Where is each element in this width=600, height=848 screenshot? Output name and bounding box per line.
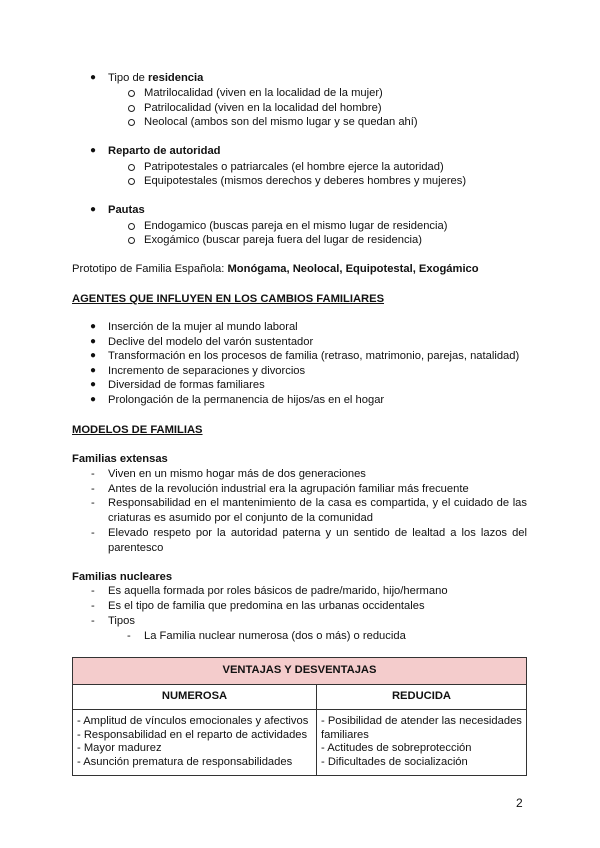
circle-bullet-icon	[128, 105, 135, 112]
circle-bullet-icon	[128, 119, 135, 126]
prototipo-value: Monógama, Neolocal, Equipotestal, Exogámico	[227, 263, 479, 275]
prototipo-line	[72, 262, 479, 276]
reducida-cell	[317, 710, 527, 776]
numerosa-cell	[73, 710, 317, 776]
circle-bullet-icon	[128, 237, 135, 244]
autoridad-item: Patripotestales o patriarcales (el hombre ejerce la autoridad)	[144, 161, 444, 173]
circle-bullet-icon	[128, 178, 135, 185]
agentes-item: Diversidad de formas familiares	[108, 379, 265, 391]
circle-bullet-icon	[128, 164, 135, 171]
dash-bullet-icon: -	[127, 630, 131, 642]
bullet-icon: ●	[90, 365, 97, 376]
bullet-icon: ●	[90, 145, 97, 156]
nucleares-item: Tipos	[108, 615, 135, 627]
bullet-icon: ●	[90, 72, 97, 83]
extensas-title: Familias extensas	[72, 453, 168, 465]
dash-bullet-icon: -	[91, 585, 95, 597]
agentes-item: Transformación en los procesos de familia (retraso, matrimonio, parejas, natalidad)	[108, 350, 520, 362]
residencia-prefix: Tipo de	[108, 72, 149, 84]
bullet-icon: ●	[90, 336, 97, 347]
nucleares-title: Familias nucleares	[72, 571, 173, 583]
agentes-item: Declive del modelo del varón sustentador	[108, 336, 314, 348]
table-title: VENTAJAS Y DESVENTAJAS	[73, 658, 527, 685]
agentes-item: Inserción de la mujer al mundo laboral	[108, 321, 298, 333]
bullet-icon: ●	[90, 204, 97, 215]
table-line: - Responsabilidad en el reparto de actividades	[77, 728, 308, 741]
residencia-title	[108, 71, 203, 85]
bullet-icon: ●	[90, 350, 97, 361]
table-line: - Dificultades de socialización	[321, 755, 468, 768]
dash-bullet-icon: -	[91, 483, 95, 495]
agentes-heading: AGENTES QUE INFLUYEN EN LOS CAMBIOS FAMILIARES	[72, 293, 385, 305]
dash-bullet-icon: -	[91, 468, 95, 480]
bullet-icon: ●	[90, 394, 97, 405]
residencia-item: Patrilocalidad (viven en la localidad del hombre)	[144, 102, 382, 114]
pautas-item: Exogámico (buscar pareja fuera del lugar de residencia)	[144, 234, 422, 246]
nucleares-item: Es el tipo de familia que predomina en las urbanas occidentales	[108, 600, 425, 612]
table-line: - Actitudes de sobreprotección	[321, 742, 472, 754]
extensas-item: Responsabilidad en el mantenimiento de la casa es compartida, y el cuidado de las criaturas es asumido por el conjunto de la comunidad	[108, 497, 527, 524]
residencia-item: Neolocal (ambos son del mismo lugar y se quedan ahí)	[144, 116, 418, 128]
residencia-bold: residencia	[148, 72, 204, 84]
dash-bullet-icon: -	[91, 600, 95, 612]
agentes-item: Incremento de separaciones y divorcios	[108, 365, 306, 377]
extensas-item: Antes de la revolución industrial era la agrupación familiar más frecuente	[108, 483, 469, 495]
table-line: - Posibilidad de atender las necesidades familiares	[321, 715, 522, 741]
dash-bullet-icon: -	[91, 615, 95, 627]
residencia-item: Matrilocalidad (viven en la localidad de la mujer)	[144, 87, 383, 99]
modelos-heading: MODELOS DE FAMILIAS	[72, 424, 203, 436]
autoridad-item: Equipotestales (mismos derechos y deberes hombres y mujeres)	[144, 175, 467, 187]
autoridad-title: Reparto de autoridad	[108, 145, 221, 157]
agentes-item: Prolongación de la permanencia de hijos/as en el hogar	[108, 394, 385, 406]
prototipo-label: Prototipo de Familia Española:	[72, 263, 228, 275]
extensas-item: Viven en un mismo hogar más de dos generaciones	[108, 468, 366, 480]
circle-bullet-icon	[128, 223, 135, 230]
dash-bullet-icon: -	[91, 527, 95, 539]
nucleares-subitem: La Familia nuclear numerosa (dos o más) o reducida	[144, 630, 406, 642]
nucleares-item: Es aquella formada por roles básicos de padre/marido, hijo/hermano	[108, 585, 448, 597]
page-number: 2	[516, 796, 523, 810]
dash-bullet-icon: -	[91, 497, 95, 509]
extensas-item: Elevado respeto por la autoridad paterna y un sentido de lealtad a los lazos del parentesco	[108, 527, 527, 554]
pautas-item: Endogamico (buscas pareja en el mismo lugar de residencia)	[144, 220, 448, 232]
circle-bullet-icon	[128, 90, 135, 97]
table-line: - Asunción prematura de responsabilidades	[77, 755, 293, 768]
bullet-icon: ●	[90, 379, 97, 390]
pautas-title: Pautas	[108, 204, 145, 216]
bullet-icon: ●	[90, 321, 97, 332]
column-header-numerosa: NUMEROSA	[73, 685, 317, 710]
table-line: - Amplitud de vínculos emocionales y afectivos	[77, 715, 309, 727]
column-header-reducida: REDUCIDA	[317, 685, 527, 710]
table-line: - Mayor madurez	[77, 742, 162, 754]
ventajas-table	[72, 657, 527, 776]
